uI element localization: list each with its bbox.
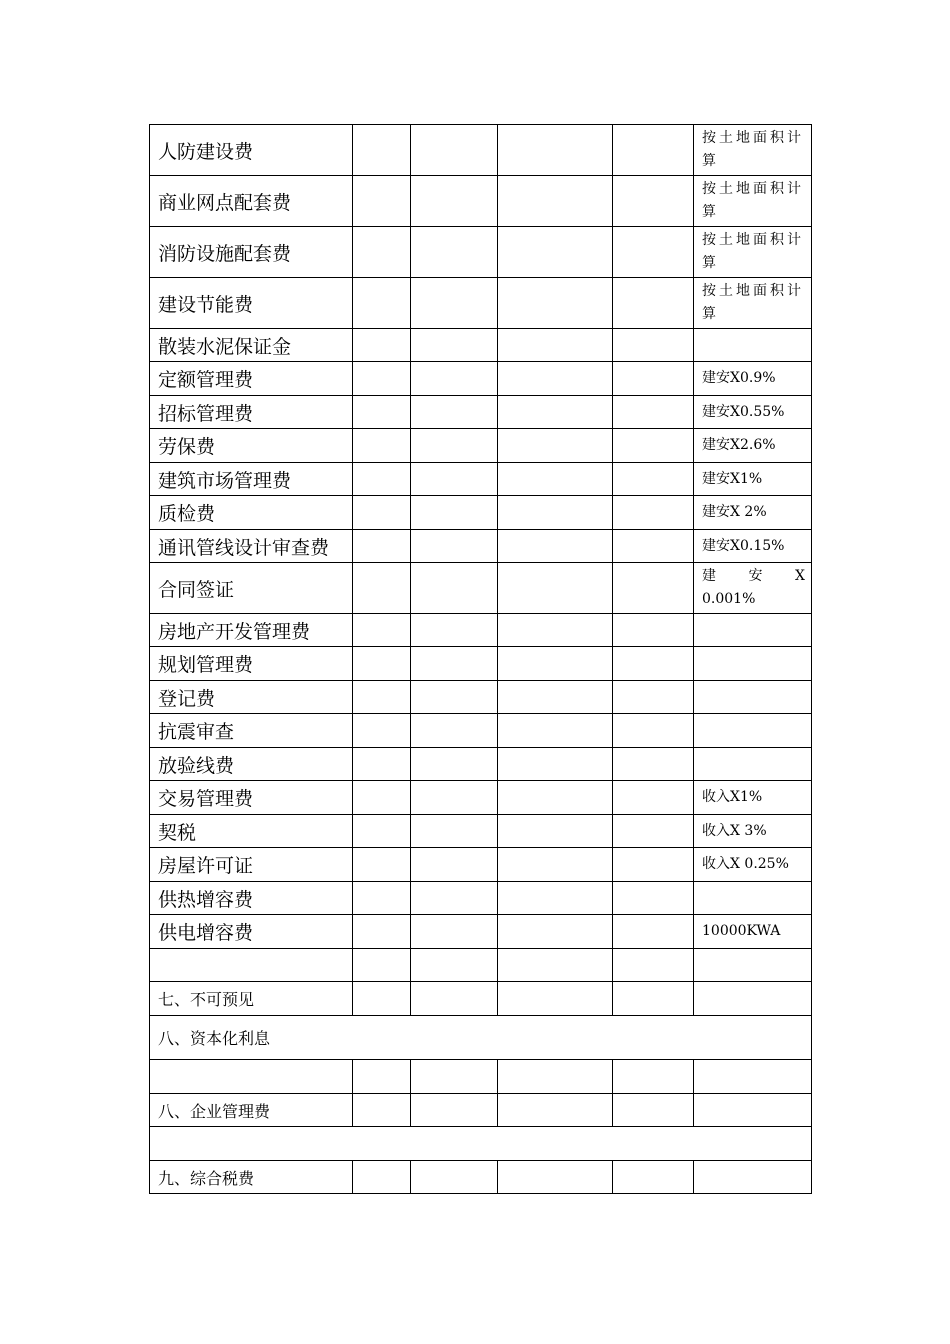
table-row (150, 530, 812, 563)
table-row (150, 681, 812, 714)
table-row (150, 915, 812, 949)
item-name: 劳保费 (150, 429, 353, 463)
table-row (150, 781, 812, 815)
item-name: 通讯管线设计审查费 (150, 530, 353, 563)
table-row (150, 227, 812, 278)
item-name (150, 1127, 812, 1161)
item-name: 合同签证 (150, 563, 353, 614)
table-row (150, 429, 812, 463)
item-name: 供热增容费 (150, 882, 353, 915)
item-name (150, 1060, 353, 1094)
item-name (150, 949, 353, 982)
item-note: 按土地面积计算 (694, 278, 812, 329)
section-title: 八、企业管理费 (150, 1094, 353, 1127)
table-row (150, 982, 812, 1016)
table-row (150, 176, 812, 227)
table-row (150, 1127, 812, 1161)
item-name: 登记费 (150, 681, 353, 714)
table-row (150, 1094, 812, 1127)
section-title: 九、综合税费 (150, 1161, 353, 1194)
item-note (694, 714, 812, 748)
item-note: 按土地面积计算 (694, 176, 812, 227)
table-row (150, 647, 812, 681)
item-name: 建筑市场管理费 (150, 463, 353, 496)
item-note (694, 1094, 812, 1127)
item-note: 收入X1% (694, 781, 812, 815)
item-name: 消防设施配套费 (150, 227, 353, 278)
fee-table (149, 124, 812, 1194)
item-name: 房屋许可证 (150, 848, 353, 882)
item-note: 建安X1% (694, 463, 812, 496)
item-note: 建安X 2% (694, 496, 812, 530)
item-note (694, 681, 812, 714)
item-note: 建安X0.9% (694, 362, 812, 396)
item-name: 抗震审查 (150, 714, 353, 748)
item-note (694, 647, 812, 681)
table-row (150, 396, 812, 429)
item-note (694, 1161, 812, 1194)
table-row (150, 362, 812, 396)
item-name: 规划管理费 (150, 647, 353, 681)
section-title: 七、不可预见 (150, 982, 353, 1016)
item-note (694, 329, 812, 362)
item-note: 按土地面积计算 (694, 125, 812, 176)
table-row (150, 714, 812, 748)
item-note: 建安X0.15% (694, 530, 812, 563)
table-row (150, 1060, 812, 1094)
item-name: 房地产开发管理费 (150, 614, 353, 647)
table-row (150, 748, 812, 781)
item-note: 收入X 0.25% (694, 848, 812, 882)
item-note (694, 882, 812, 915)
item-note: 建安X0.55% (694, 396, 812, 429)
item-name: 契税 (150, 815, 353, 848)
item-name: 定额管理费 (150, 362, 353, 396)
item-note (694, 614, 812, 647)
section-title: 八、资本化利息 (150, 1016, 812, 1060)
item-note: 收入X 3% (694, 815, 812, 848)
table-row (150, 815, 812, 848)
item-name: 质检费 (150, 496, 353, 530)
item-note: 建 安 X 0.001% (694, 563, 812, 614)
item-note (694, 748, 812, 781)
table-row (150, 125, 812, 176)
table-row (150, 496, 812, 530)
table-row (150, 848, 812, 882)
item-name: 散装水泥保证金 (150, 329, 353, 362)
table-row (150, 463, 812, 496)
item-name: 放验线费 (150, 748, 353, 781)
item-note (694, 1060, 812, 1094)
item-note: 按土地面积计算 (694, 227, 812, 278)
item-name: 人防建设费 (150, 125, 353, 176)
item-name: 招标管理费 (150, 396, 353, 429)
table-row (150, 882, 812, 915)
table-row (150, 614, 812, 647)
item-note: 10000KWA (694, 915, 812, 949)
table-row (150, 278, 812, 329)
item-name: 交易管理费 (150, 781, 353, 815)
table-row (150, 949, 812, 982)
item-note (694, 949, 812, 982)
item-name: 建设节能费 (150, 278, 353, 329)
table-row (150, 1016, 812, 1060)
table-row (150, 1161, 812, 1194)
item-note (694, 982, 812, 1016)
item-note: 建安X2.6% (694, 429, 812, 463)
table-row (150, 329, 812, 362)
item-name: 供电增容费 (150, 915, 353, 949)
item-name: 商业网点配套费 (150, 176, 353, 227)
table-row (150, 563, 812, 614)
